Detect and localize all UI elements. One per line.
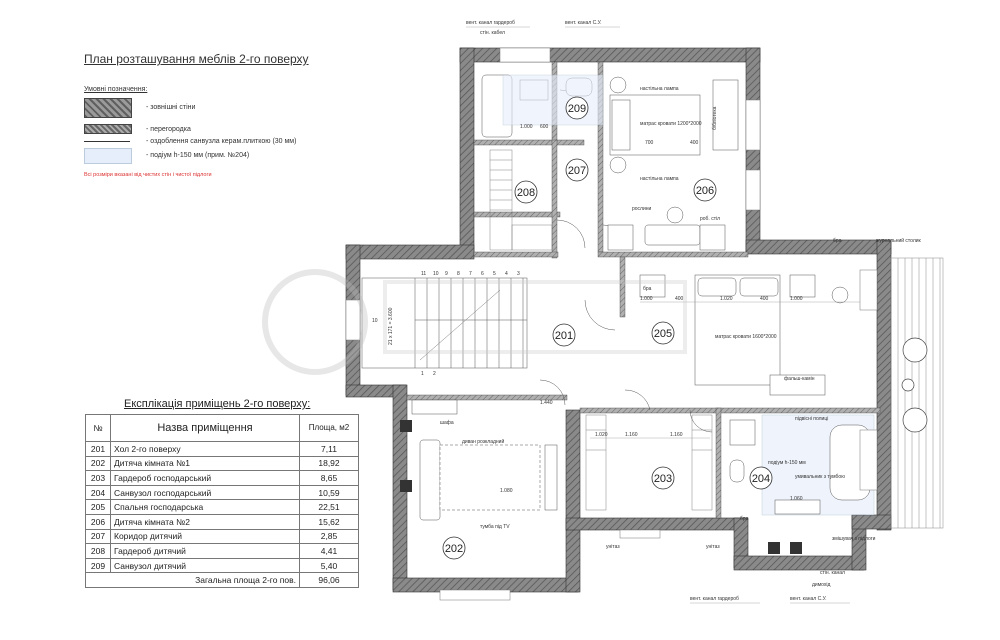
fireplace-label: фальш-камін xyxy=(784,376,815,382)
dimension-text: 1.080 xyxy=(500,488,513,494)
dimension-text: 1.000 xyxy=(640,296,653,302)
podium-label: подіум h-150 мм xyxy=(768,460,806,466)
chimney-label: димохід xyxy=(812,582,831,588)
legend-swatch-podium xyxy=(84,148,132,164)
dimension-text: 1.020 xyxy=(595,432,608,438)
bedroom-206-furniture xyxy=(608,77,738,250)
legend-label: - зовнішні стіни xyxy=(146,104,196,111)
stair-step: 9 xyxy=(445,271,448,277)
row-num: 201 xyxy=(86,442,111,457)
room-number-201: 201 xyxy=(554,330,574,342)
row-num: 203 xyxy=(86,471,111,486)
explication-title: Експлікація приміщень 2-го поверху: xyxy=(124,398,311,410)
bra-label: бра xyxy=(740,516,749,522)
dimension-text: 400 xyxy=(690,140,699,146)
stair-step: 1 xyxy=(421,371,424,377)
dimension-text: 1.060 xyxy=(790,496,803,502)
row-num: 205 xyxy=(86,500,111,515)
bra-label: бра xyxy=(643,286,652,292)
vent-label: вент. канал С.У. xyxy=(565,20,602,26)
legend-swatch-tile xyxy=(84,141,130,142)
tv-stand-label: тумба під TV xyxy=(480,524,510,530)
dimension-text: 1.160 xyxy=(625,432,638,438)
vent-label: вент. канал С.У. xyxy=(790,596,827,602)
row-name: Гардероб господарський xyxy=(111,471,300,486)
legend-heading: Умовні позначення: xyxy=(84,86,148,93)
cable-label: стін. кабел xyxy=(480,30,505,36)
dimension-text: 1.000 xyxy=(790,296,803,302)
dimension-text: 1.020 xyxy=(720,296,733,302)
row-area: 15,62 xyxy=(300,514,359,529)
room-number-202: 202 xyxy=(444,543,464,555)
room-number-203: 203 xyxy=(653,473,673,485)
nightstand-label: настільна лампа xyxy=(640,176,679,182)
kids-room-202-furniture xyxy=(412,400,557,520)
room-number-209: 209 xyxy=(567,103,587,115)
stair-step: 11 xyxy=(421,271,427,277)
bra-label: бра xyxy=(833,238,842,244)
sofa-label: диван розкладний xyxy=(462,439,505,445)
row-area: 18,92 xyxy=(300,456,359,471)
dimension-text: 400 xyxy=(760,296,769,302)
stair-step: 4 xyxy=(505,271,508,277)
toilet-label: унітаз xyxy=(706,544,720,550)
toilet-label: унітаз xyxy=(606,544,620,550)
row-name: Дитяча кімната №1 xyxy=(111,456,300,471)
dimension-text: 700 xyxy=(645,140,654,146)
boiler-block xyxy=(768,542,802,554)
table-total-row xyxy=(86,573,359,588)
row-name: Дитяча кімната №2 xyxy=(111,514,300,529)
room-number-208: 208 xyxy=(516,187,536,199)
stair-dimension: 21 х 171 = 3.600 xyxy=(388,307,394,345)
row-area: 7,11 xyxy=(300,442,359,457)
row-area: 22,51 xyxy=(300,500,359,515)
vent-label: вент. канал гардероб xyxy=(466,20,515,26)
balcony-chairs xyxy=(902,338,927,432)
row-num: 204 xyxy=(86,485,111,500)
header-area: Площа, м2 xyxy=(300,415,359,442)
table-row xyxy=(86,456,359,471)
row-num: 208 xyxy=(86,544,111,559)
legend-label: - перегородка xyxy=(146,126,191,133)
room-number-206: 206 xyxy=(695,185,715,197)
stair-step: 5 xyxy=(493,271,496,277)
wardrobe-203 xyxy=(586,415,712,510)
stair-flight-number: 10 xyxy=(372,318,378,324)
row-num: 206 xyxy=(86,514,111,529)
legend-swatch-partition xyxy=(84,124,132,134)
dimension-text: 1.160 xyxy=(670,432,683,438)
row-num: 207 xyxy=(86,529,111,544)
legend-label: - оздоблення санвузла керам.плиткою (30 мм) xyxy=(146,138,297,145)
table-row xyxy=(86,529,359,544)
table-row xyxy=(86,442,359,457)
header-name: Назва приміщення xyxy=(111,415,300,442)
mattress-label: матрас кровати 1600*2000 xyxy=(715,334,777,340)
stair-step: 6 xyxy=(481,271,484,277)
vent-label: вент. канал гардероб xyxy=(690,596,739,602)
drawing-title: План розташування меблів 2-го поверху xyxy=(84,52,309,66)
bookshelf-label: бібліотека xyxy=(712,106,718,130)
total-label: Загальна площа 2-го пов. xyxy=(86,573,300,588)
row-num: 209 xyxy=(86,558,111,573)
work-table-label: роб. стіл xyxy=(700,216,721,222)
row-area: 8,65 xyxy=(300,471,359,486)
table-header-row xyxy=(86,415,359,442)
dimension-note: Всі розміри вказані від чистих стін і чистої підлоги xyxy=(84,172,212,178)
row-name: Хол 2-го поверху xyxy=(111,442,300,457)
table-row xyxy=(86,558,359,573)
table-row xyxy=(86,500,359,515)
row-name: Коридор дитячий xyxy=(111,529,300,544)
coffee-table-label: журнальний столик xyxy=(876,238,921,244)
stair-step: 3 xyxy=(517,271,520,277)
header-num: № xyxy=(86,415,111,442)
stair-step: 7 xyxy=(469,271,472,277)
row-num: 202 xyxy=(86,456,111,471)
table-row xyxy=(86,514,359,529)
legend-swatch-exterior-wall xyxy=(84,98,132,118)
shelves-label: підвісні полиці xyxy=(795,416,829,422)
plant-label: рослини xyxy=(632,206,652,212)
stair-step: 10 xyxy=(433,271,439,277)
row-name: Санвузол господарський xyxy=(111,485,300,500)
total-value: 96,06 xyxy=(300,573,359,588)
row-area: 2,85 xyxy=(300,529,359,544)
mattress-label: матрас кровати 1200*2000 xyxy=(640,121,702,127)
wardrobe-label: шафа xyxy=(440,420,454,426)
room-number-207: 207 xyxy=(567,165,587,177)
stair-step: 2 xyxy=(433,371,436,377)
sink-cabinet-label: умивальник з тумбою xyxy=(795,474,845,480)
dimension-text: 400 xyxy=(675,296,684,302)
nightstand-label: настільна лампа xyxy=(640,86,679,92)
dimension-text: 1.440 xyxy=(540,400,553,406)
mixer-label: змішувач з підлоги xyxy=(832,536,876,542)
table-row xyxy=(86,485,359,500)
legend-label: - подіум h-150 мм (прим. №204) xyxy=(146,152,250,159)
table-row xyxy=(86,544,359,559)
table-row xyxy=(86,471,359,486)
row-area: 10,59 xyxy=(300,485,359,500)
row-name: Спальня господарська xyxy=(111,500,300,515)
dimension-text: 1.000 xyxy=(520,124,533,130)
row-area: 5,40 xyxy=(300,558,359,573)
row-name: Гардероб дитячий xyxy=(111,544,300,559)
watermark-logo xyxy=(255,252,695,392)
explication-table xyxy=(85,414,359,588)
stair-step: 8 xyxy=(457,271,460,277)
row-area: 4,41 xyxy=(300,544,359,559)
room-number-205: 205 xyxy=(653,328,673,340)
dimension-text: 600 xyxy=(540,124,549,130)
room-number-204: 204 xyxy=(751,473,771,485)
balcony xyxy=(891,258,943,528)
channel-label: стін. канал xyxy=(820,570,845,576)
row-name: Санвузол дитячий xyxy=(111,558,300,573)
